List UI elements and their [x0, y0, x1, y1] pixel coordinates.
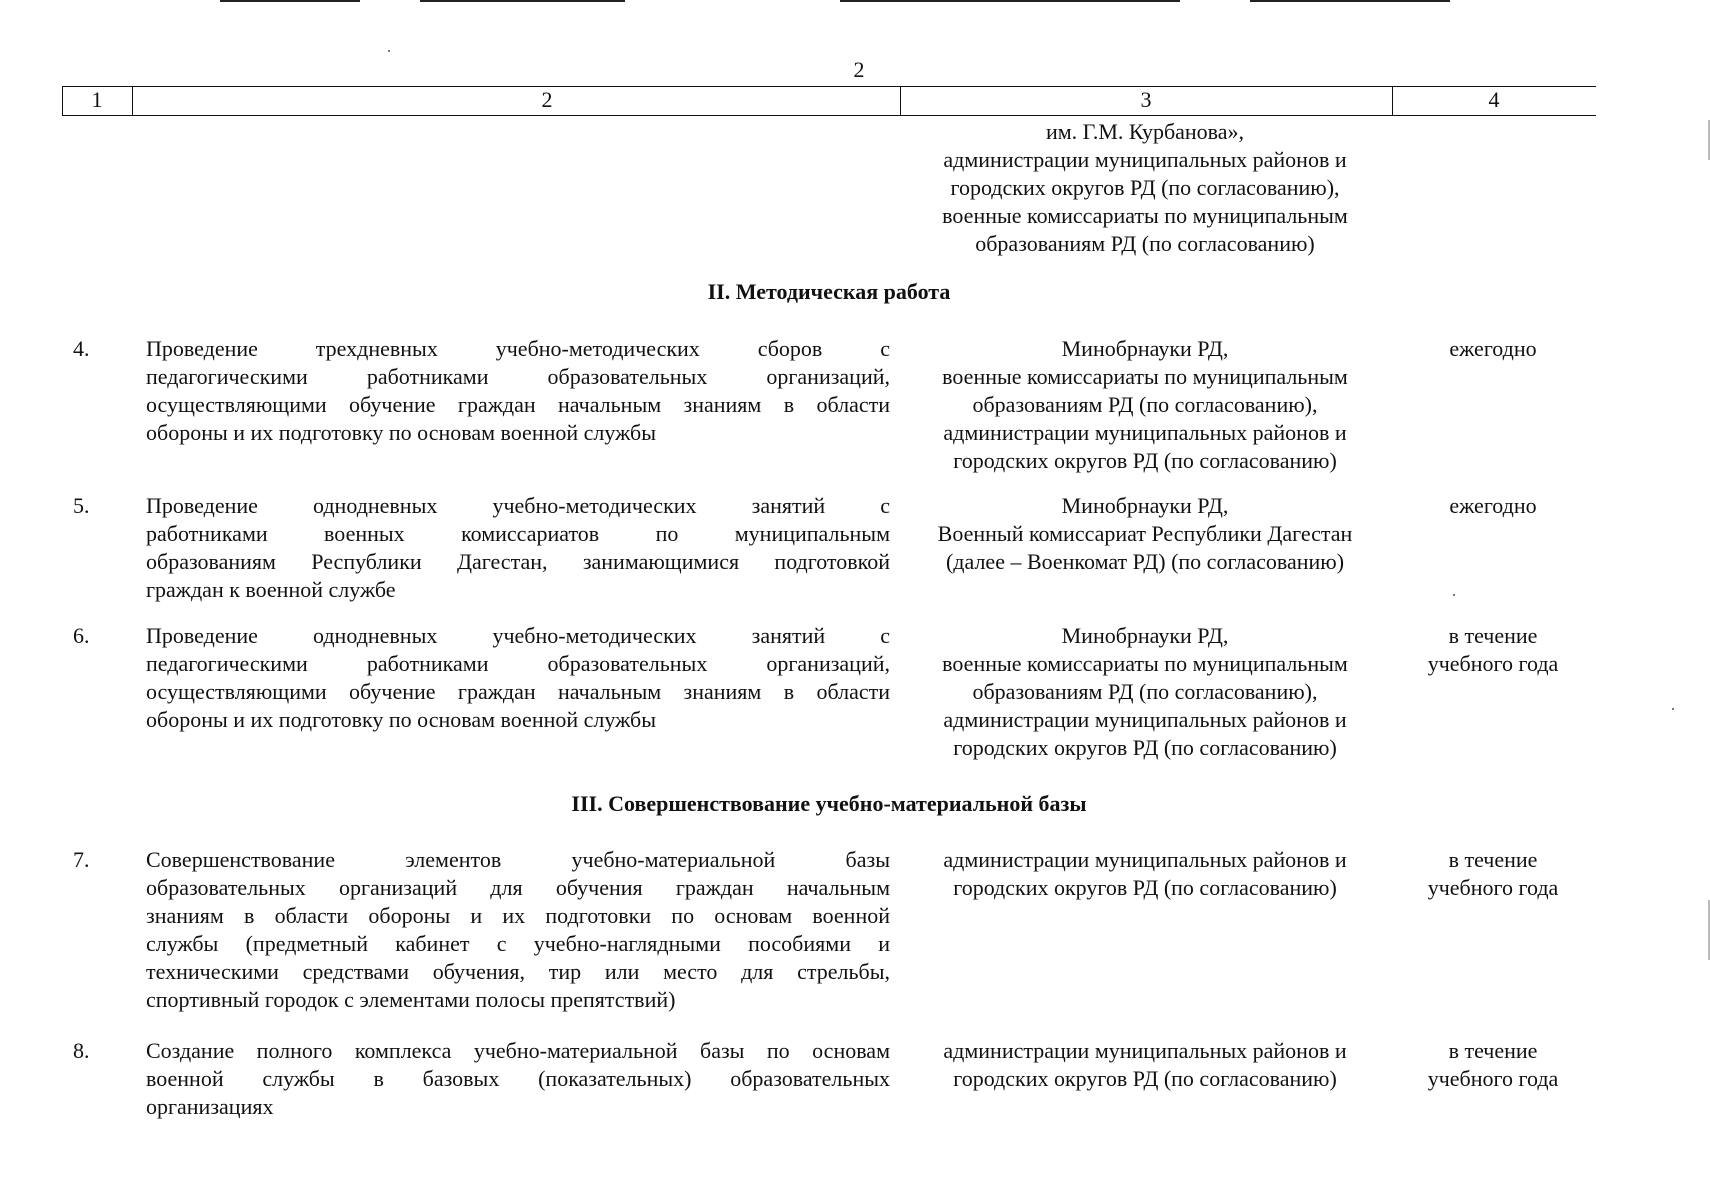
scan-edge-line: [1250, 0, 1450, 2]
term-line: в течение: [1448, 847, 1538, 872]
row-number: 7.: [73, 847, 90, 872]
scan-edge-line: [420, 0, 625, 2]
resp-line: военные комиссариаты по муниципальным: [942, 364, 1348, 389]
desc-line: Проведение однодневных учебно-методических занятий с: [146, 623, 890, 648]
term-line: учебного года: [1427, 1066, 1559, 1091]
resp-line: образованиям РД (по согласованию),: [972, 392, 1318, 417]
row-number: 5.: [73, 493, 90, 518]
desc-line: Создание полного комплекса учебно-материальной базы по основам: [146, 1038, 890, 1063]
row-description: [146, 622, 890, 734]
resp-line: городских округов РД (по согласованию),: [950, 175, 1340, 200]
desc-line: осуществляющими обучение граждан начальным знаниям в области: [146, 679, 890, 704]
term-line: учебного года: [1427, 875, 1559, 900]
row-responsible: [900, 335, 1390, 475]
resp-line: (далее – Военкомат РД) (по согласованию): [945, 549, 1345, 574]
desc-line: работниками военных комиссариатов по муниципальным: [146, 521, 890, 546]
resp-line: администрации муниципальных районов и: [943, 847, 1347, 872]
resp-line: городских округов РД (по согласованию): [953, 1066, 1337, 1091]
header-col-4: 4: [1488, 87, 1500, 112]
desc-line: осуществляющими обучение граждан начальным знаниям в области: [146, 392, 890, 417]
section-title: III. Совершенствование учебно-материальной базы: [571, 791, 1087, 816]
table-header: [62, 86, 1596, 116]
row-description: [146, 1037, 890, 1121]
resp-line: образованиям РД (по согласованию): [975, 231, 1315, 256]
row-term: [1390, 1037, 1596, 1093]
term-line: ежегодно: [1449, 336, 1537, 361]
desc-line: педагогическими работниками образовательных организаций,: [146, 364, 890, 389]
resp-line: образованиям РД (по согласованию),: [972, 679, 1318, 704]
scan-speck: [1672, 708, 1674, 710]
resp-line: администрации муниципальных районов и: [943, 707, 1347, 732]
desc-line: спортивный городок с элементами полосы препятствий): [146, 987, 676, 1012]
term-line: ежегодно: [1449, 493, 1537, 518]
resp-line: Военный комиссариат Республики Дагестан: [937, 521, 1353, 546]
header-col-3: 3: [1140, 87, 1152, 112]
row-responsible: [900, 622, 1390, 762]
resp-line: военные комиссариаты по муниципальным: [942, 651, 1348, 676]
section-title: II. Методическая работа: [707, 279, 951, 304]
resp-line: городских округов РД (по согласованию): [953, 875, 1337, 900]
row-term: [1390, 846, 1596, 902]
desc-line: образовательных организаций для обучения граждан начальным: [146, 875, 890, 900]
desc-line: Проведение однодневных учебно-методических занятий с: [146, 493, 890, 518]
resp-line: администрации муниципальных районов и: [943, 1038, 1347, 1063]
desc-line: обороны и их подготовку по основам военной службы: [146, 420, 656, 445]
desc-line: техническими средствами обучения, тир или место для стрельбы,: [146, 959, 890, 984]
row-description: [146, 846, 890, 1014]
term-line: учебного года: [1427, 651, 1559, 676]
resp-line: Минобрнауки РД,: [1061, 623, 1229, 648]
resp-line: городских округов РД (по согласованию): [953, 448, 1337, 473]
row-term: [1390, 492, 1596, 520]
row-responsible: [900, 846, 1390, 902]
scan-speck: [1453, 594, 1455, 596]
row-responsible: [900, 1037, 1390, 1093]
page-number: 2: [853, 57, 865, 82]
desc-line: граждан к военной службе: [146, 577, 396, 602]
desc-line: Совершенствование элементов учебно-материальной базы: [146, 847, 890, 872]
desc-line: Проведение трехдневных учебно-методических сборов с: [146, 336, 890, 361]
row-number: 4.: [73, 336, 90, 361]
term-line: в течение: [1448, 1038, 1538, 1063]
resp-line: городских округов РД (по согласованию): [953, 735, 1337, 760]
desc-line: организациях: [146, 1094, 274, 1119]
resp-line: военные комиссариаты по муниципальным: [942, 203, 1348, 228]
header-col-2: 2: [541, 87, 553, 112]
desc-line: образованиям Республики Дагестан, занимающимися подготовкой: [146, 549, 890, 574]
desc-line: военной службы в базовых (показательных) образовательных: [146, 1066, 890, 1091]
resp-line: администрации муниципальных районов и: [943, 420, 1347, 445]
desc-line: педагогическими работниками образовательных организаций,: [146, 651, 890, 676]
row-description: [146, 335, 890, 447]
desc-line: знаниям в области обороны и их подготовки по основам военной: [146, 903, 890, 928]
header-col-1: 1: [91, 87, 103, 112]
scan-edge-line: [840, 0, 1180, 2]
scan-edge-line: [220, 0, 360, 2]
desc-line: службы (предметный кабинет с учебно-наглядными пособиями и: [146, 931, 890, 956]
resp-line: им. Г.М. Курбанова»,: [1045, 119, 1245, 144]
row-responsible: [900, 492, 1390, 576]
row-number: 6.: [73, 623, 90, 648]
scan-speck: [388, 50, 390, 52]
row-description: [146, 492, 890, 604]
resp-line: Минобрнауки РД,: [1061, 336, 1229, 361]
row-term: [1390, 622, 1596, 678]
row-number: 8.: [73, 1038, 90, 1063]
row-term: [1390, 335, 1596, 363]
desc-line: обороны и их подготовку по основам военной службы: [146, 707, 656, 732]
resp-line: администрации муниципальных районов и: [943, 147, 1347, 172]
continuation-responsible: [900, 118, 1390, 258]
resp-line: Минобрнауки РД,: [1061, 493, 1229, 518]
term-line: в течение: [1448, 623, 1538, 648]
